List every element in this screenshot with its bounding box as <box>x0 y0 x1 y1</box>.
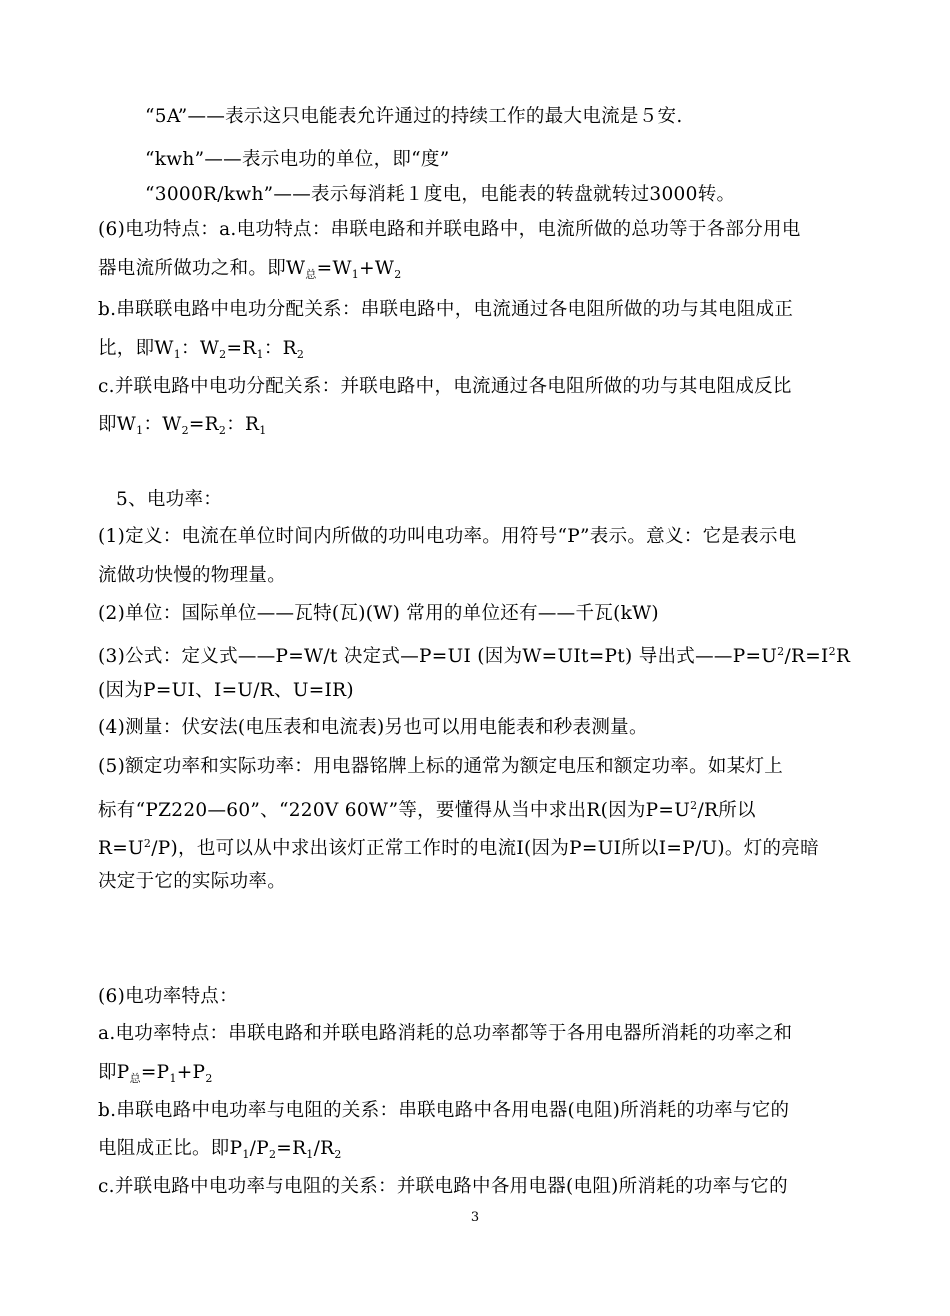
page-number: 3 <box>470 1210 480 1225</box>
text-line: 即$P_总=P_1+P_2$ <box>98 1062 213 1085</box>
text-line: b.串联联电路中电功分配关系：串联电路中，电流通过各电阻所做的功与其电阻成正 <box>98 299 794 320</box>
text-line: b.串联电路中电功率与电阻的关系：串联电路中各用电器(电阻)所消耗的功率与它的 <box>98 1100 790 1121</box>
text-line: (2)单位：国际单位——瓦特(瓦)(W) 常用的单位还有——千瓦(kW) <box>98 603 659 624</box>
text-line: 标有“PZ220—60”、“220V 60W”等，要懂得从当中求出R(因为$P=U^2/R$所以 <box>98 799 756 821</box>
text-line: “5A”——表示这只电能表允许通过的持续工作的最大电流是５安. <box>145 106 683 127</box>
section-heading: (6)电功率特点： <box>98 986 238 1007</box>
text-line: (4)测量：伏安法(电压表和电流表)另也可以用电能表和秒表测量。 <box>98 717 648 738</box>
text-line: 决定于它的实际功率。 <box>98 871 287 892</box>
text-line: 比，即$W_1$：$W_2=R_1$：$R_2$ <box>98 338 305 361</box>
text-line: 即$W_1$：$W_2=R_2$：$R_1$ <box>98 414 267 437</box>
text-line: c.并联电路中电功率与电阻的关系：并联电路中各用电器(电阻)所消耗的功率与它的 <box>98 1176 788 1197</box>
section-heading: 5、电功率： <box>116 489 223 510</box>
text-line: a.电功率特点：串联电路和并联电路消耗的总功率都等于各用电器所消耗的功率之和 <box>98 1023 793 1044</box>
text-line: (3)公式：定义式——P=W/t 决定式—P=UI (因为W=UIt=Pt) 导出式$——P=U^2/R=I^2R$ <box>98 645 851 667</box>
text-line: 流做功快慢的物理量。 <box>98 565 287 586</box>
text-line: “3000R/kwh”——表示每消耗１度电，电能表的转盘就转过3000转。 <box>145 184 736 205</box>
text-line: (因为P=UI、I=U/R、U=IR) <box>98 680 354 701</box>
text-line: 电阻成正比。即$P_1/P_2=R_1/R_2$ <box>98 1138 342 1161</box>
text-line: 器电流所做功之和。即$W_总=W_1+W_2$ <box>98 258 402 281</box>
text-line: (1)定义：电流在单位时间内所做的功叫电功率。用符号“P”表示。意义：它是表示电 <box>98 526 797 547</box>
text-line: $R=U^2/P$)，也可以从中求出该灯正常工作时的电流I(因为P=UI所以I=P/U)。灯的亮暗 <box>98 837 819 859</box>
text-line: (6)电功特点：a.电功特点：串联电路和并联电路中，电流所做的总功等于各部分用电 <box>98 219 801 240</box>
text-line: (5)额定功率和实际功率：用电器铭牌上标的通常为额定电压和额定功率。如某灯上 <box>98 756 784 777</box>
text-line: c.并联电路中电功分配关系：并联电路中，电流通过各电阻所做的功与其电阻成反比 <box>98 376 792 397</box>
text-line: “kwh”——表示电功的单位，即“度” <box>145 149 450 170</box>
